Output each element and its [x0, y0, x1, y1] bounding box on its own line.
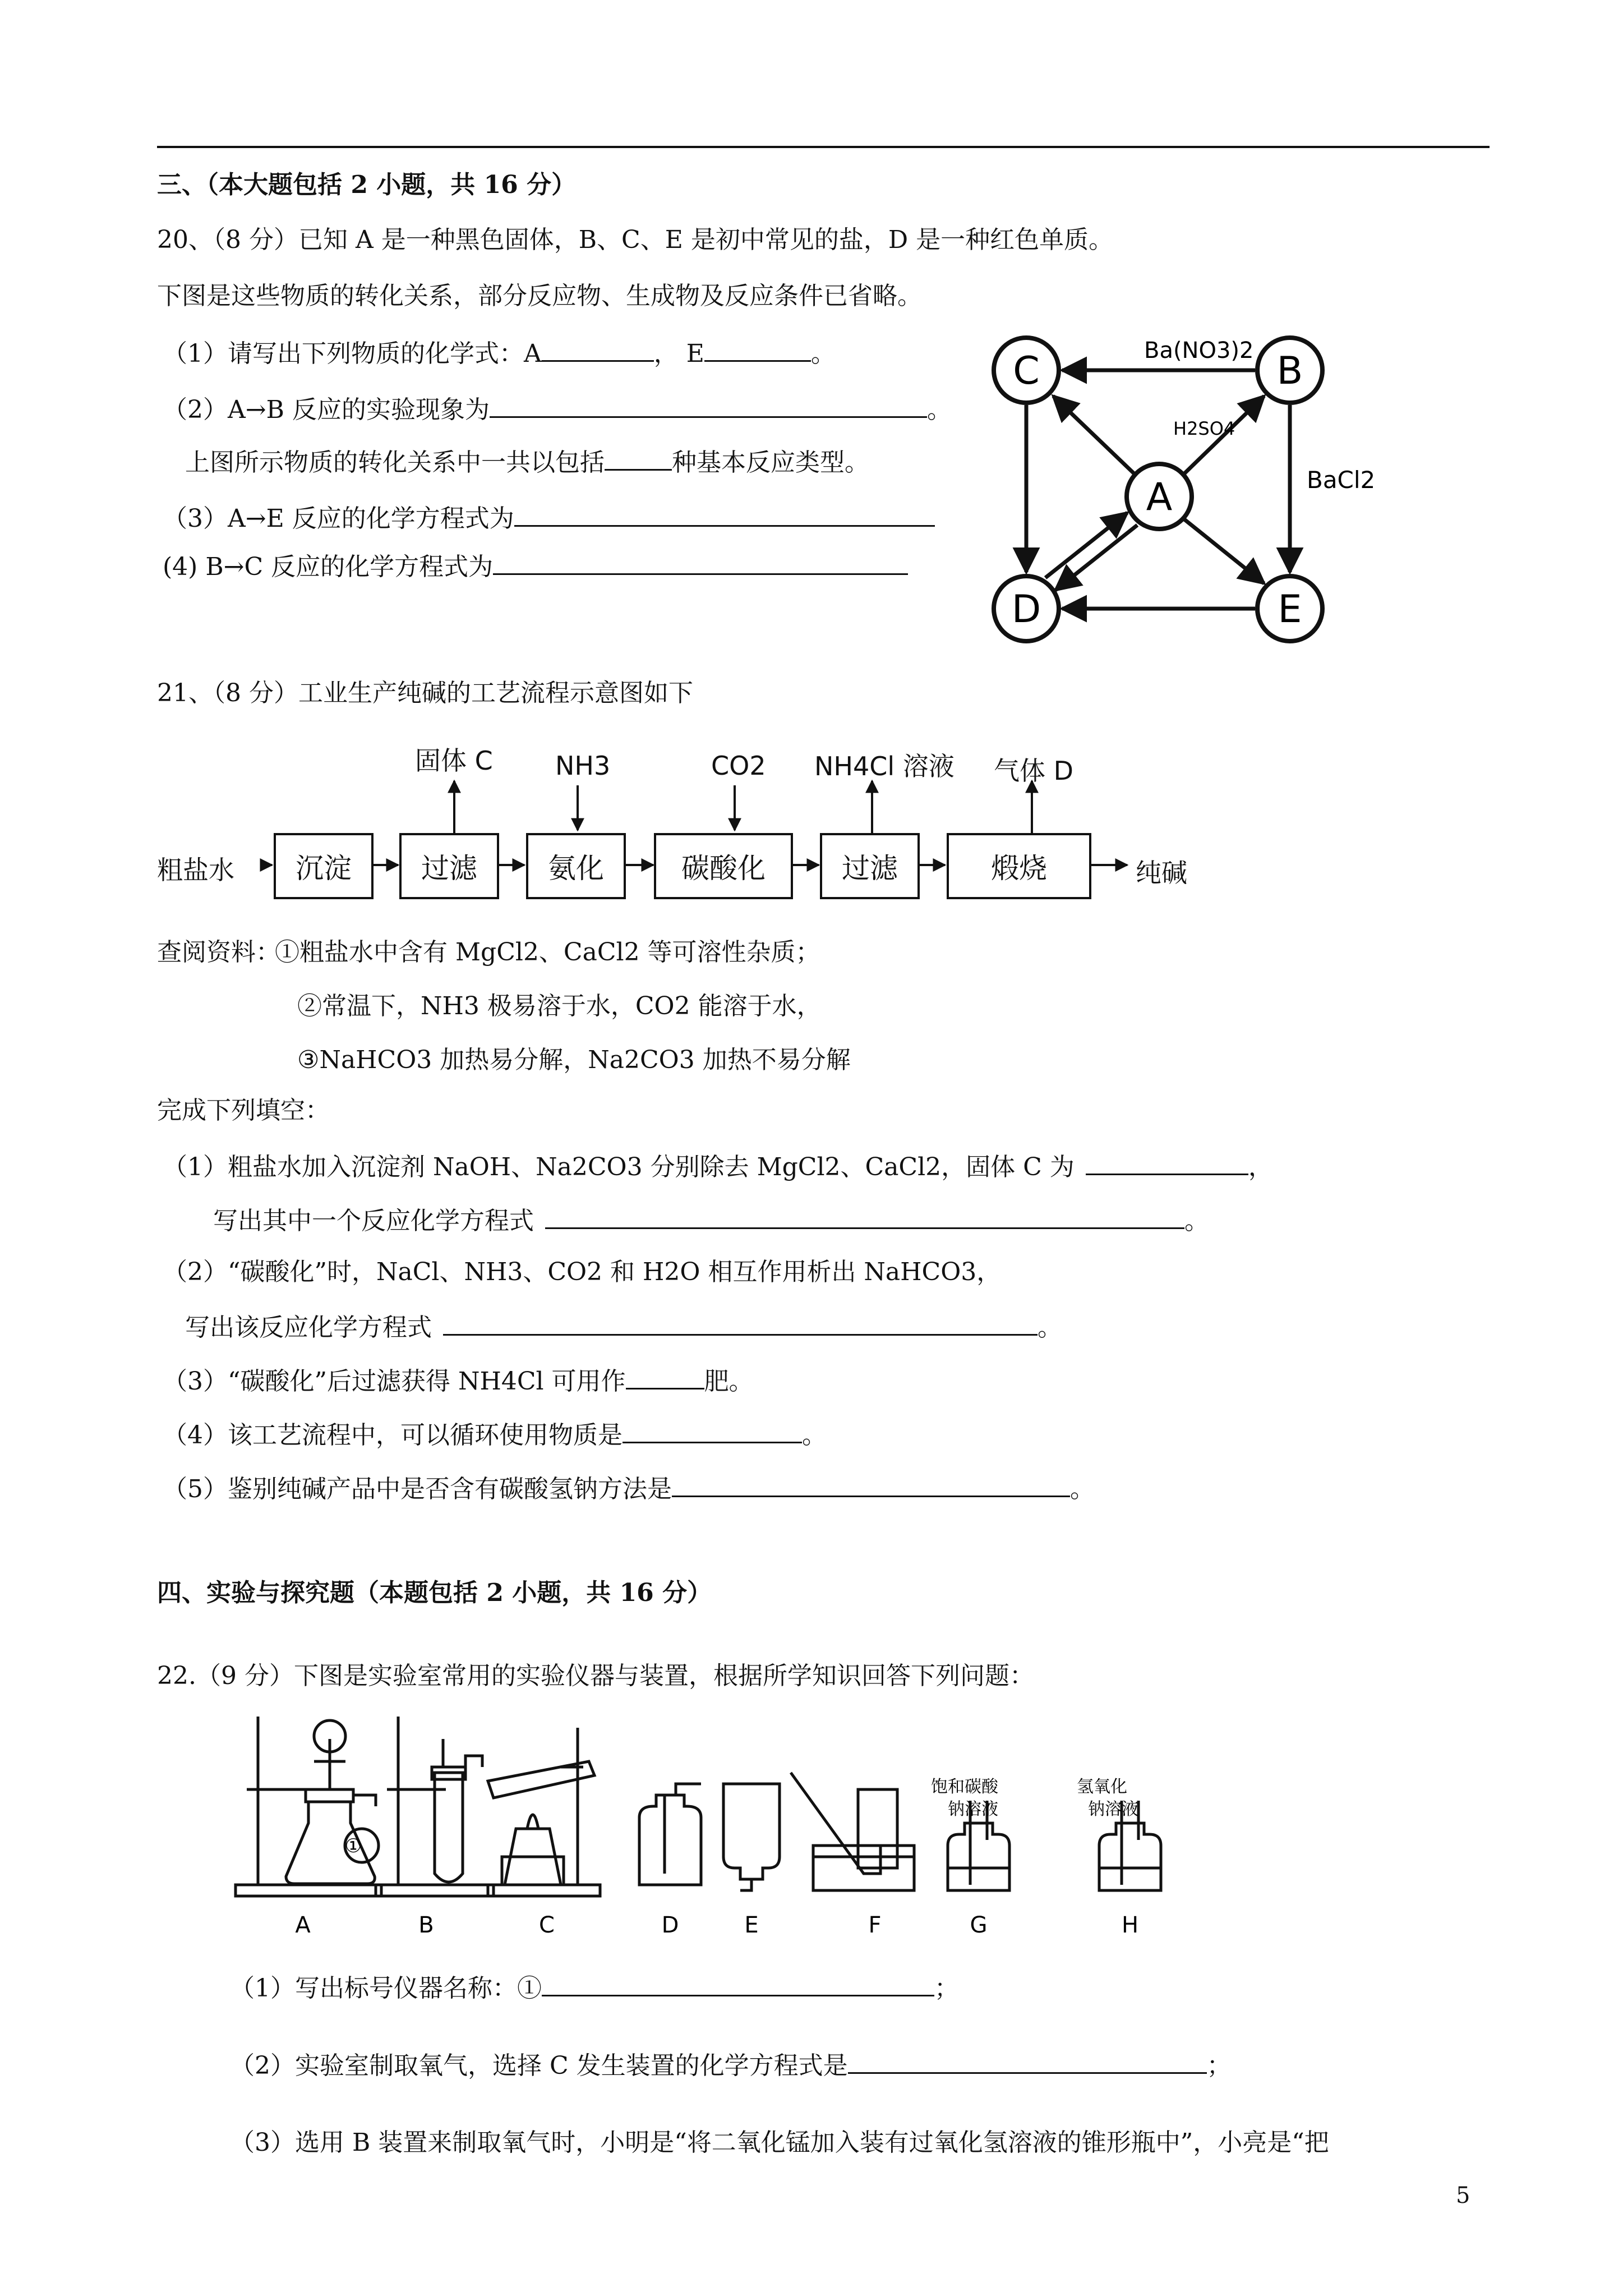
q21-ref-head: 查阅资料： [157, 938, 280, 967]
q21-part-2: （2）“碳酸化”时，NaCl、NH3、CO2 和 H2O 相互作用析出 NaHCO3， [163, 1258, 1002, 1286]
q20-intro-2: 下图是这些物质的转化关系，部分反应物、生成物及反应条件已省略。 [157, 282, 922, 310]
q22-apparatus-diagram [224, 1705, 1211, 1941]
flow-in-nh3: NH3 [555, 751, 611, 781]
q21-part-1b: 写出其中一个反应化学方程式 。 [213, 1202, 1209, 1238]
g-label-line2: 钠溶液 [948, 1800, 998, 1819]
page-number: 5 [1456, 2183, 1470, 2208]
flow-out-nh4cl: NH4Cl 溶液 [814, 751, 955, 781]
flow-output: 纯碱 [1136, 858, 1187, 888]
answer-blank[interactable] [443, 1308, 1038, 1336]
flow-step-filter-1: 过滤 [399, 833, 499, 899]
flow-step-calcine: 煅烧 [947, 833, 1091, 899]
answer-blank[interactable] [514, 499, 935, 527]
label-h: H [1121, 1912, 1139, 1938]
answer-blank[interactable] [623, 1416, 802, 1443]
svg-text:C: C [1013, 349, 1040, 393]
q21-fill-head: 完成下列填空： [157, 1096, 330, 1125]
flow-step-filter-2: 过滤 [820, 833, 920, 899]
q20-part-4: (4) B→C 反应的化学方程式为 [163, 547, 908, 584]
answer-blank[interactable] [848, 2046, 1207, 2074]
apparatus-a [236, 1717, 381, 1896]
flow-out-solid-c: 固体 C [415, 746, 493, 776]
label-e: E [744, 1912, 759, 1938]
marker-1: ① [344, 1835, 362, 1857]
q22-part-1: （1）写出标号仪器名称：① ； [230, 1969, 959, 2005]
header-rule [157, 146, 1490, 148]
answer-blank[interactable] [490, 390, 927, 418]
apparatus-f [791, 1773, 914, 1890]
svg-text:E: E [1278, 587, 1302, 632]
answer-blank[interactable] [1086, 1148, 1248, 1175]
apparatus-e [723, 1784, 780, 1890]
q20-part-2b: 上图所示物质的转化关系中一共以包括 种基本反应类型。 [185, 443, 869, 480]
label-g: G [970, 1912, 988, 1938]
section-4-title: 四、实验与探究题（本题包括 2 小题，共 16 分） [157, 1579, 712, 1607]
node-a [1127, 464, 1192, 529]
q20-part-2: （2）A→B 反应的实验现象为 。 [163, 390, 952, 427]
q21-part-4: （4）该工艺流程中，可以循环使用物质是 。 [163, 1416, 827, 1452]
answer-blank[interactable] [626, 1362, 704, 1389]
q21-part-5: （5）鉴别纯碱产品中是否含有碳酸氢钠方法是 。 [163, 1470, 1095, 1506]
answer-blank[interactable] [672, 1470, 1070, 1497]
answer-blank[interactable] [545, 1202, 1184, 1229]
flow-out-gas-d: 气体 D [994, 756, 1074, 786]
node-e [1257, 576, 1322, 641]
q22-part-3: （3）选用 B 装置来制取氧气时，小明是“将二氧化锰加入装有过氧化氢溶液的锥形瓶中”，小亮是“把 [230, 2128, 1329, 2157]
label-a: A [295, 1912, 311, 1938]
svg-text:D: D [1011, 587, 1041, 632]
svg-text:B: B [1276, 349, 1303, 393]
label-bacl2: BaCl2 [1307, 466, 1376, 494]
q20-intro: 20、（8 分）已知 A 是一种黑色固体，B、C、E 是初中常见的盐，D 是一种红色单质。 [157, 226, 1114, 254]
label-ba-no3-2: Ba(NO3)2 [1144, 338, 1254, 364]
answer-blank[interactable] [493, 547, 908, 575]
answer-blank[interactable] [605, 443, 672, 471]
label-h2so4: H2SO4 [1173, 418, 1235, 439]
q21-part-3: （3）“碳酸化”后过滤获得 NH4Cl 可用作 肥。 [163, 1362, 754, 1398]
h-label-line2: 钠溶液 [1088, 1800, 1138, 1819]
label-d: D [661, 1912, 679, 1938]
h-label-line1: 氢氧化 [1077, 1777, 1127, 1797]
flow-step-carbonate: 碳酸化 [654, 833, 793, 899]
label-b: B [418, 1912, 434, 1938]
node-b [1257, 338, 1322, 403]
arrow-a-to-e [1184, 519, 1264, 583]
q20-part-1: （1）请写出下列物质的化学式：A ， E 。 [163, 334, 836, 371]
node-d [994, 576, 1059, 641]
q21-ref-1: ①粗盐水中含有 MgCl2、CaCl2 等可溶性杂质； [275, 938, 820, 967]
q20-conversion-diagram [987, 314, 1408, 662]
g-label-line1: 饱和碳酸 [931, 1777, 998, 1797]
label-f: F [868, 1912, 882, 1938]
svg-text:A: A [1146, 475, 1173, 519]
answer-blank[interactable] [542, 1969, 934, 1996]
q21-part-1: （1）粗盐水加入沉淀剂 NaOH、Na2CO3 分别除去 MgCl2、CaCl2，固体 C 为 ， [163, 1148, 1273, 1184]
flow-in-co2: CO2 [711, 751, 766, 781]
apparatus-d [639, 1784, 701, 1885]
answer-blank[interactable] [704, 334, 811, 362]
apparatus-c [488, 1728, 600, 1896]
answer-blank[interactable] [542, 334, 654, 362]
q22-intro: 22.（9 分）下图是实验室常用的实验仪器与装置，根据所学知识回答下列问题： [157, 1662, 1034, 1690]
q22-part-2: （2）实验室制取氧气，选择 C 发生装置的化学方程式是 ； [230, 2046, 1232, 2083]
q20-part-3: （3）A→E 反应的化学方程式为 [163, 499, 935, 536]
node-c [994, 338, 1059, 403]
flow-step-ammoniate: 氨化 [526, 833, 626, 899]
q21-ref-2: ②常温下，NH3 极易溶于水，CO2 能溶于水， [297, 992, 822, 1020]
apparatus-b [376, 1717, 494, 1896]
q21-ref-3: ③NaHCO3 加热易分解，Na2CO3 加热不易分解 [297, 1046, 851, 1074]
label-c: C [539, 1912, 555, 1938]
arrow-a-to-c [1053, 396, 1134, 473]
flow-input: 粗盐水 [157, 855, 234, 885]
q21-intro: 21、（8 分）工业生产纯碱的工艺流程示意图如下 [157, 679, 693, 707]
q21-part-2b: 写出该反应化学方程式 。 [185, 1308, 1062, 1345]
flow-step-precipitate: 沉淀 [274, 833, 374, 899]
q21-flowchart-arrows [151, 729, 1251, 931]
section-3-title: 三、（本大题包括 2 小题，共 16 分） [157, 171, 577, 199]
